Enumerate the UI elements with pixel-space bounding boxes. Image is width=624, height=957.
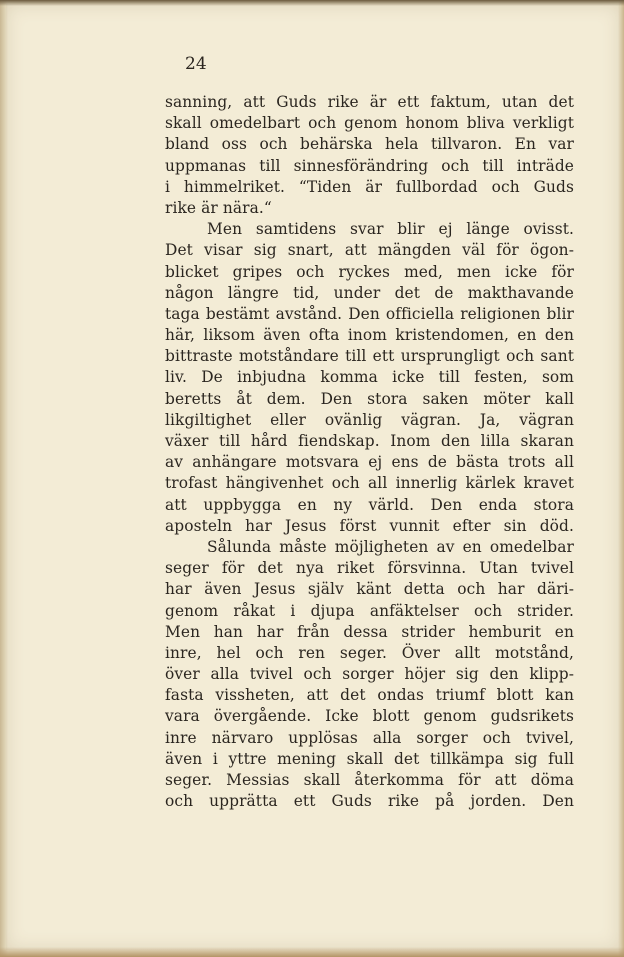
text-line: Men samtidens svar blir ej länge ovisst.: [207, 220, 574, 239]
text-line: Men han har från dessa strider hemburit en: [165, 622, 574, 641]
text-line: likgiltighet eller ovänlig vägran. Ja, vägran: [165, 410, 574, 429]
text-line: inre närvaro upplösas alla sorger och tvivel,: [165, 728, 574, 747]
text-line: aposteln har Jesus först vunnit efter sin död.: [165, 516, 574, 535]
text-line: och upprätta ett Guds rike på jorden. Den: [165, 792, 574, 811]
page-right-edge: [618, 0, 624, 957]
text-line: seger. Messias skall återkomma för att döma: [165, 771, 574, 789]
book-page: [6, 4, 620, 950]
text-line: över alla tvivel och sorger höjer sig den klipp-: [165, 665, 574, 684]
page-number: 24: [185, 54, 207, 74]
text-line: även i yttre mening skall det tillkämpa sig full: [165, 749, 574, 768]
page-bottom-edge: [0, 947, 624, 957]
text-line: bland oss och behärska hela tillvaron. En var: [165, 135, 574, 154]
text-line: taga bestämt avstånd. Den officiella religionen blir: [165, 304, 574, 323]
text-line: fasta vissheten, att det ondas triumf blott kan: [165, 686, 574, 705]
text-line: bittraste motståndare till ett ursprungligt och sant: [165, 347, 574, 366]
text-line: någon längre tid, under det de makthavande: [165, 283, 574, 302]
text-line: Det visar sig snart, att mängden väl för ögon-: [165, 241, 574, 260]
text-line: genom råkat i djupa anfäktelser och strider.: [165, 601, 574, 620]
text-line: beretts åt dem. Den stora saken möter kall: [165, 389, 574, 408]
text-line: här, liksom även ofta inom kristendomen, en den: [165, 326, 574, 345]
page-left-edge: [0, 0, 8, 957]
page-top-edge: [0, 0, 624, 6]
text-line: skall omedelbart och genom honom bliva verkligt: [165, 114, 574, 133]
text-line: liv. De inbjudna komma icke till festen, som: [165, 368, 574, 387]
text-line: i himmelriket. “Tiden är fullbordad och Guds: [165, 177, 574, 196]
text-line: rike är nära.“: [165, 198, 272, 217]
text-line: sanning, att Guds rike är ett faktum, utan det: [165, 93, 574, 111]
text-line: av anhängare motsvara ej ens de bästa trots all: [165, 453, 574, 472]
text-line: seger för det nya riket försvinna. Utan tvivel: [165, 559, 574, 578]
text-line: har även Jesus själv känt detta och har däri-: [165, 580, 574, 599]
text-line: vara övergående. Icke blott genom gudsrikets: [165, 707, 574, 726]
text-line: trofast hängivenhet och all innerlig kärlek kravet: [165, 474, 574, 493]
text-line: blicket gripes och ryckes med, men icke för: [165, 262, 574, 281]
text-line: Sålunda måste möjligheten av en omedelbar: [207, 537, 574, 556]
text-line: växer till hård fiendskap. Inom den lilla skaran: [165, 432, 574, 450]
text-line: uppmanas till sinnesförändring och till inträde: [165, 156, 574, 175]
body-text: [165, 92, 574, 812]
text-line: inre, hel och ren seger. Över allt motstånd,: [165, 643, 574, 662]
text-line: att uppbygga en ny värld. Den enda stora: [165, 495, 574, 514]
